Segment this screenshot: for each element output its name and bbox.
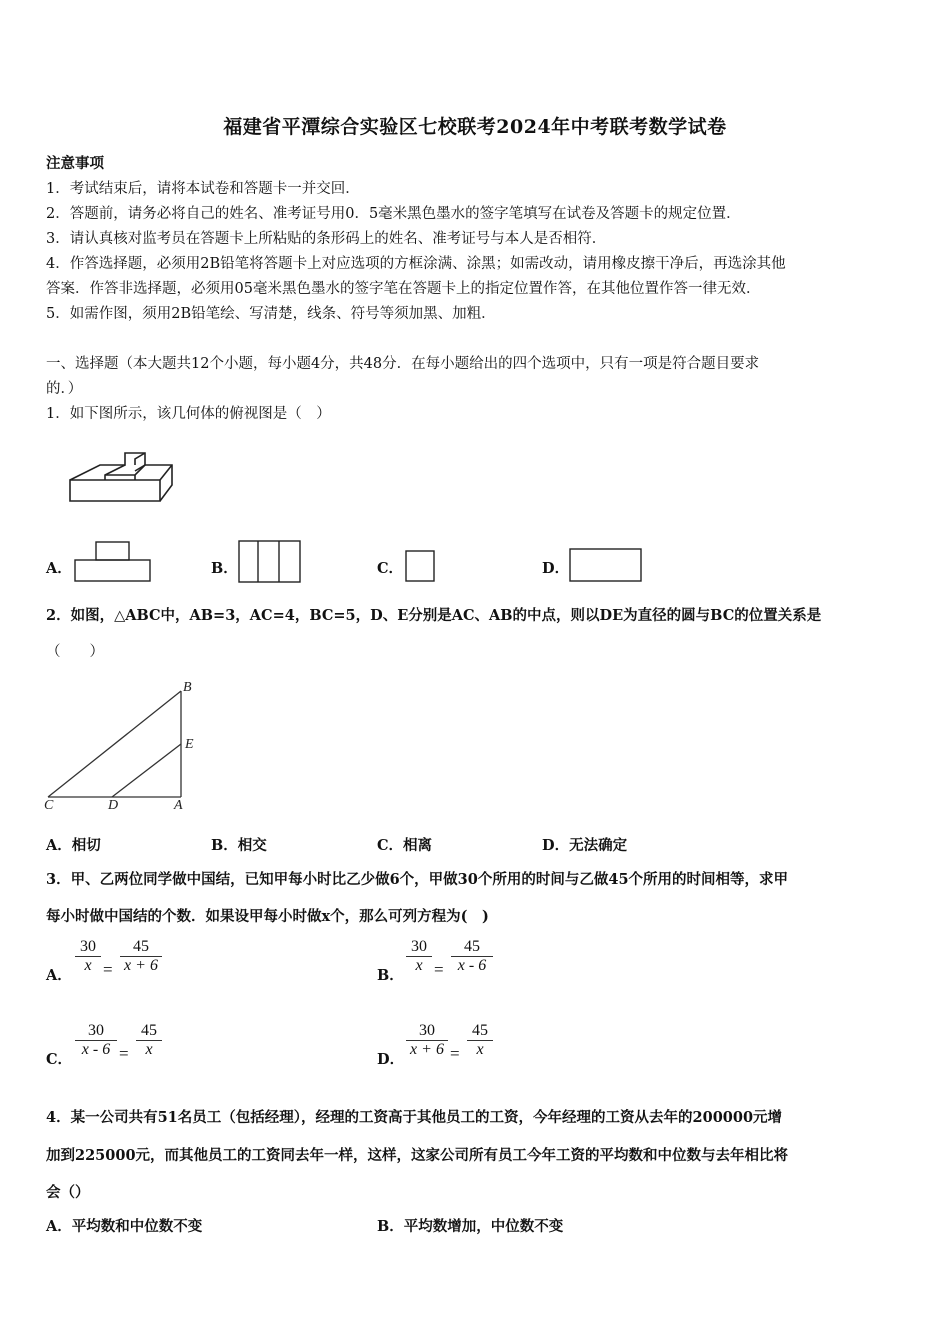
q3-option-a-right-fraction: 45 x + 6	[120, 938, 162, 975]
q1-solid-figure	[60, 445, 180, 507]
q1-option-a-label: A．	[46, 560, 72, 577]
q3-option-d-right-fraction: 45 x	[467, 1022, 493, 1059]
q3-option-c-equals: =	[119, 1044, 129, 1063]
q1-option-a-figure	[72, 540, 154, 584]
q1-option-c-label: C．	[377, 560, 404, 577]
notice-item-4: 4．作答选择题，必须用2B铅笔将答题卡上对应选项的方框涂满、涂黑；如需改动，请用橡皮擦干净后，再选涂其他	[46, 256, 786, 272]
q3-option-b-left-fraction: 30 x	[406, 938, 432, 975]
notice-item-2: 2．答题前，请务必将自己的姓名、准考证号用0．5毫米黑色墨水的签字笔填写在试卷及答题卡的规定位置．	[46, 206, 741, 222]
q3-option-d-label: D．	[377, 1051, 405, 1068]
q3-option-a-label: A．	[46, 967, 72, 984]
question-2-text: 2．如图，△ABC中，AB=3，AC=4，BC=5，D、E分别是AC、AB的中点，则以DE为直径的圆与BC的位置关系是	[46, 607, 822, 624]
question-3-text-cont: 每小时做中国结的个数．如果设甲每小时做x个，那么可列方程为( )	[46, 908, 489, 925]
q1-option-d-figure	[567, 546, 647, 586]
question-3-text: 3．甲、乙两位同学做中国结，已知甲每小时比乙少做6个，甲做30个所用的时间与乙做45个所用的时间相等，求甲	[46, 871, 789, 888]
q2-triangle-figure	[40, 676, 210, 816]
page-title: 福建省平潭综合实验区七校联考2024年中考联考数学试卷	[223, 116, 727, 138]
label-d: D	[108, 798, 119, 813]
notice-item-1: 1．考试结束后，请将本试卷和答题卡一并交回．	[46, 181, 360, 197]
label-a: A	[174, 798, 183, 813]
q2-option-c: C．相离	[377, 837, 433, 854]
q3-option-b-equals: =	[434, 960, 444, 979]
q3-option-c-right-fraction: 45 x	[136, 1022, 162, 1059]
section-heading-cont: 的．）	[46, 381, 83, 397]
q3-option-c-left-fraction: 30 x - 6	[75, 1022, 117, 1059]
q3-option-d-left-fraction: 30 x + 6	[406, 1022, 448, 1059]
question-1-text: 1．如下图所示，该几何体的俯视图是（ ）	[46, 406, 331, 422]
question-4-text-end: 会（）	[46, 1184, 90, 1201]
q1-option-b-label: B．	[211, 560, 238, 577]
q2-option-a: A．相切	[46, 837, 101, 854]
notice-item-3: 3．请认真核对监考员在答题卡上所粘贴的条形码上的姓名、准考证号与本人是否相符．	[46, 231, 607, 247]
question-2-text-cont: （ ）	[46, 644, 104, 660]
q3-option-a-equals: =	[103, 960, 113, 979]
question-4-text: 4．某一公司共有51名员工（包括经理），经理的工资高于其他员工的工资，今年经理的工资从去年的200000元增	[46, 1109, 783, 1126]
label-b: B	[183, 680, 192, 695]
q4-option-b: B．平均数增加，中位数不变	[377, 1218, 564, 1235]
q1-option-d-label: D．	[542, 560, 570, 577]
q3-option-c-label: C．	[46, 1051, 73, 1068]
section-heading: 一、选择题（本大题共12个小题，每小题4分，共48分．在每小题给出的四个选项中，只有一项是符合题目要求	[46, 356, 760, 372]
label-e: E	[185, 737, 194, 752]
notice-item-5: 5．如需作图，须用2B铅笔绘、写清楚，线条、符号等须加黑、加粗．	[46, 306, 496, 322]
notice-heading: 注意事项	[46, 155, 104, 172]
q2-option-d: D．无法确定	[542, 837, 628, 854]
notice-item-4-cont: 答案．作答非选择题，必须用05毫米黑色墨水的签字笔在答题卡上的指定位置作答，在其他位置作答一律无效．	[46, 281, 761, 297]
q1-option-b-figure	[236, 538, 306, 586]
q3-option-b-right-fraction: 45 x - 6	[451, 938, 493, 975]
label-c: C	[44, 798, 54, 813]
q3-option-a-left-fraction: 30 x	[75, 938, 101, 975]
q2-option-b: B．相交	[211, 837, 267, 854]
q3-option-d-equals: =	[450, 1044, 460, 1063]
question-4-text-cont: 加到225000元，而其他员工的工资同去年一样，这样，这家公司所有员工今年工资的平均数和中位数与去年相比将	[46, 1147, 789, 1164]
q1-option-c-figure	[403, 548, 439, 586]
q3-option-b-label: B．	[377, 967, 404, 984]
q4-option-a: A．平均数和中位数不变	[46, 1218, 203, 1235]
